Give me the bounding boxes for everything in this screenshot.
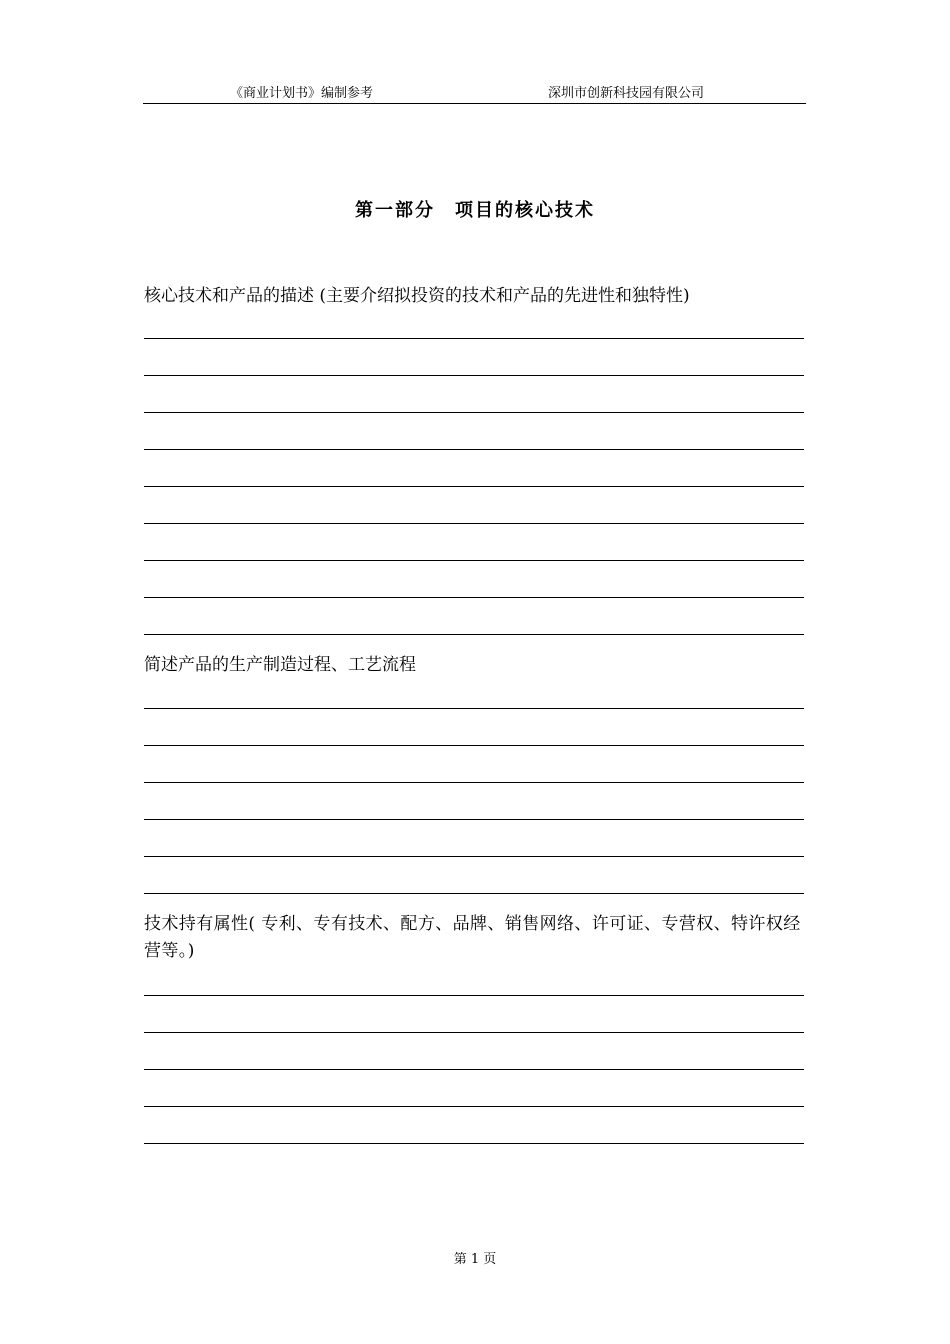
answer-line[interactable] [144,634,804,635]
answer-line[interactable] [144,375,804,376]
answer-line[interactable] [144,338,804,339]
prompt-core-technology: 核心技术和产品的描述 (主要介绍拟投资的技术和产品的先进性和独特性) [144,286,690,306]
header-company-name: 深圳市创新科技园有限公司 [548,86,705,101]
answer-line[interactable] [144,1032,804,1033]
answer-line[interactable] [144,1106,804,1107]
answer-line[interactable] [144,449,804,450]
prompt-production-process: 简述产品的生产制造过程、工艺流程 [144,655,416,675]
answer-line[interactable] [144,523,804,524]
answer-line[interactable] [144,1069,804,1070]
section-title: 第一部分 项目的核心技术 [355,200,595,221]
answer-line[interactable] [144,486,804,487]
answer-line[interactable] [144,995,804,996]
answer-line[interactable] [144,819,804,820]
page-header [143,86,806,104]
prompt-technology-ownership: 技术持有属性( 专利、专有技术、配方、品牌、销售网络、许可证、专营权、特许权经营等。) [144,914,801,961]
answer-line[interactable] [144,708,804,709]
answer-line[interactable] [144,1143,804,1144]
answer-line[interactable] [144,745,804,746]
page-number: 第 1 页 [453,1252,497,1267]
answer-line[interactable] [144,782,804,783]
answer-line[interactable] [144,560,804,561]
answer-line[interactable] [144,856,804,857]
answer-line[interactable] [144,412,804,413]
answer-line[interactable] [144,893,804,894]
answer-line[interactable] [144,597,804,598]
header-doc-title: 《商业计划书》编制参考 [230,86,374,101]
